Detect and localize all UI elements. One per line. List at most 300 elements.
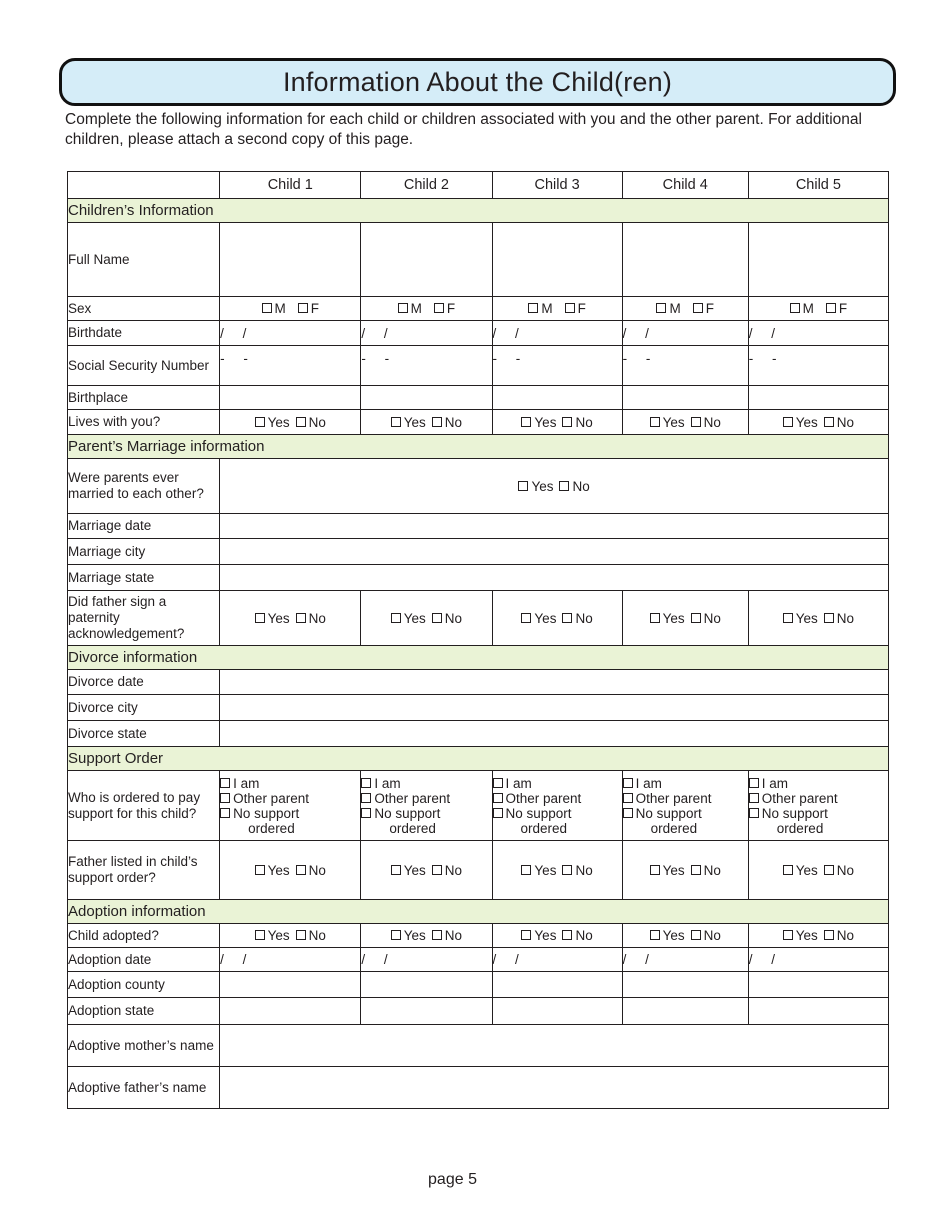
no-label: No <box>703 610 721 626</box>
checkbox-icon <box>296 613 306 623</box>
ssn-field[interactable]: - - <box>361 346 492 386</box>
adoption-county-field[interactable] <box>622 972 748 998</box>
yes-no-group <box>255 415 326 430</box>
yes-no-cell <box>361 841 492 900</box>
yes-no-cell <box>748 924 888 948</box>
divorce-city-row <box>68 695 889 721</box>
ordered-label: ordered <box>248 820 295 836</box>
adoptive-mother-field[interactable] <box>220 1025 889 1067</box>
marriage-city-field[interactable] <box>220 539 889 565</box>
checkbox-icon <box>565 303 575 313</box>
checkbox-icon <box>521 417 531 427</box>
no-support-checkbox[interactable] <box>220 806 360 821</box>
sex-cell <box>748 297 888 321</box>
checkbox-icon <box>691 865 701 875</box>
no-label: No <box>836 414 855 430</box>
instructions-text: Complete the following information for each child or children associated with you and the other parent. For additional children, please attach a second copy of this page. <box>65 111 862 148</box>
no-checkbox[interactable] <box>562 611 592 626</box>
marriage-date-row <box>68 514 889 539</box>
support-payer-cell <box>492 771 622 841</box>
male-label: M <box>802 301 814 316</box>
adoption-state-field[interactable] <box>220 998 361 1025</box>
checkbox-icon <box>398 303 408 313</box>
i-am-checkbox[interactable] <box>220 776 360 791</box>
yes-checkbox[interactable] <box>783 611 818 626</box>
date-field[interactable]: / / <box>748 948 888 972</box>
checkbox-icon <box>220 793 230 803</box>
date-field[interactable]: / / <box>361 321 492 346</box>
yes-label: Yes <box>795 414 818 430</box>
yes-checkbox[interactable] <box>783 863 818 878</box>
ssn-field[interactable]: - - <box>748 346 888 386</box>
checkbox-icon <box>790 303 800 313</box>
ordered-label: ordered <box>389 820 436 836</box>
yes-no-group <box>391 611 462 626</box>
yes-checkbox[interactable] <box>650 863 685 878</box>
no-label: No <box>444 610 463 626</box>
male-label: M <box>541 301 553 316</box>
female-label: F <box>577 301 586 316</box>
date-field[interactable]: / / <box>220 948 361 972</box>
checkbox-icon <box>749 793 759 803</box>
checkbox-icon <box>623 793 633 803</box>
section-heading-support: Support Order <box>68 747 889 771</box>
yes-label: Yes <box>534 414 557 430</box>
yes-label: Yes <box>662 928 685 943</box>
row-label-birthplace: Birthplace <box>68 386 220 410</box>
checkbox-icon <box>220 778 230 788</box>
yes-checkbox[interactable] <box>391 928 426 943</box>
yes-checkbox[interactable] <box>521 415 556 430</box>
support-payer-cell <box>748 771 888 841</box>
no-label: No <box>444 414 463 430</box>
adoption-state-field[interactable] <box>622 998 748 1025</box>
full-name-row <box>68 223 889 297</box>
ssn-field[interactable]: - - <box>492 346 622 386</box>
ssn-field[interactable]: - - <box>622 346 748 386</box>
divorce-state-row <box>68 721 889 747</box>
checkbox-icon <box>296 930 306 940</box>
sex-cell <box>220 297 361 321</box>
no-support-checkbox[interactable] <box>623 806 748 821</box>
yes-no-group <box>518 479 589 494</box>
checkbox-icon <box>432 613 442 623</box>
row-label-paternity: Did father sign a paternity acknowledgement? <box>68 591 220 646</box>
row-label-adoption-state: Adoption state <box>68 998 220 1025</box>
checkbox-icon <box>824 613 834 623</box>
no-checkbox[interactable] <box>559 479 589 494</box>
checkbox-icon <box>650 417 660 427</box>
checkbox-icon <box>391 417 401 427</box>
no-support-checkbox[interactable] <box>749 806 888 821</box>
birthplace-field[interactable] <box>748 386 888 410</box>
sex-group <box>262 301 320 316</box>
row-label-adoptive-father: Adoptive father’s name <box>68 1067 220 1109</box>
other-parent-checkbox[interactable] <box>493 791 622 806</box>
checkbox-icon <box>262 303 272 313</box>
birthplace-row <box>68 386 889 410</box>
checkbox-icon <box>521 613 531 623</box>
no-checkbox[interactable] <box>691 415 721 430</box>
other-parent-label: Other parent <box>635 790 712 806</box>
no-checkbox[interactable] <box>691 611 721 626</box>
male-checkbox[interactable] <box>790 301 814 316</box>
no-support-label: No support <box>635 805 702 821</box>
checkbox-icon <box>493 778 503 788</box>
checkbox-icon <box>783 930 793 940</box>
yes-no-cell <box>220 591 361 646</box>
header-child-1: Child 1 <box>220 172 361 199</box>
yes-label: Yes <box>403 928 426 943</box>
checkbox-icon <box>562 417 572 427</box>
adoption-county-field[interactable] <box>361 972 492 998</box>
yes-label: Yes <box>795 610 818 626</box>
yes-no-cell <box>361 591 492 646</box>
yes-checkbox[interactable] <box>255 928 290 943</box>
yes-checkbox[interactable] <box>650 928 685 943</box>
no-label: No <box>575 862 593 878</box>
checkbox-icon <box>749 808 759 818</box>
female-checkbox[interactable] <box>565 301 586 316</box>
yes-checkbox[interactable] <box>255 863 290 878</box>
checkbox-icon <box>493 808 503 818</box>
yes-checkbox[interactable] <box>391 611 426 626</box>
yes-checkbox[interactable] <box>518 479 553 494</box>
checkbox-icon <box>824 417 834 427</box>
no-checkbox[interactable] <box>824 928 854 943</box>
no-checkbox[interactable] <box>296 863 326 878</box>
yes-no-group <box>783 415 854 430</box>
i-am-label: I am <box>233 775 260 791</box>
no-checkbox[interactable] <box>562 415 592 430</box>
checkbox-icon <box>693 303 703 313</box>
ssn-field[interactable]: - - <box>220 346 361 386</box>
checkbox-icon <box>650 865 660 875</box>
adoption-county-field[interactable] <box>492 972 622 998</box>
i-am-label: I am <box>761 775 789 791</box>
section-adoption-row <box>68 900 889 924</box>
row-label-divorce-city: Divorce city <box>68 695 220 721</box>
no-label: No <box>575 414 593 430</box>
yes-label: Yes <box>662 414 685 430</box>
row-label-adoption-county: Adoption county <box>68 972 220 998</box>
yes-label: Yes <box>267 610 290 626</box>
yes-checkbox[interactable] <box>521 928 556 943</box>
marriage-city-row <box>68 539 889 565</box>
i-am-checkbox[interactable] <box>623 776 748 791</box>
row-label-divorce-state: Divorce state <box>68 721 220 747</box>
yes-no-group <box>650 415 721 430</box>
date-field[interactable]: / / <box>622 321 748 346</box>
divorce-date-row <box>68 670 889 695</box>
checkbox-icon <box>255 613 265 623</box>
no-checkbox[interactable] <box>562 863 592 878</box>
row-label-full-name: Full Name <box>68 223 220 297</box>
paternity-row <box>68 591 889 646</box>
checkbox-icon <box>391 613 401 623</box>
full-name-field[interactable] <box>361 223 492 297</box>
adoption-county-field[interactable] <box>220 972 361 998</box>
yes-no-cell <box>220 924 361 948</box>
checkbox-icon <box>562 613 572 623</box>
yes-label: Yes <box>403 862 426 878</box>
checkbox-icon <box>623 808 633 818</box>
yes-no-group <box>521 928 592 943</box>
yes-checkbox[interactable] <box>650 415 685 430</box>
row-label-marriage-date: Marriage date <box>68 514 220 539</box>
adoptive-father-field[interactable] <box>220 1067 889 1109</box>
ordered-label: ordered <box>520 820 568 836</box>
date-field[interactable]: / / <box>361 948 492 972</box>
yes-label: Yes <box>534 928 557 943</box>
yes-no-cell <box>220 841 361 900</box>
male-checkbox[interactable] <box>528 301 552 316</box>
row-label-adoptive-mother: Adoptive mother’s name <box>68 1025 220 1067</box>
row-label-adoption-date: Adoption date <box>68 948 220 972</box>
checkbox-icon <box>296 865 306 875</box>
checkbox-icon <box>559 481 569 491</box>
no-label: No <box>572 478 590 494</box>
yes-checkbox[interactable] <box>521 611 556 626</box>
other-parent-label: Other parent <box>761 790 838 806</box>
other-parent-checkbox[interactable] <box>220 791 360 806</box>
no-support-label: No support <box>233 805 300 821</box>
yes-no-cell <box>492 841 622 900</box>
sex-cell <box>622 297 748 321</box>
no-checkbox[interactable] <box>296 415 326 430</box>
ordered-label: ordered <box>776 820 824 836</box>
yes-checkbox[interactable] <box>255 611 290 626</box>
yes-label: Yes <box>267 414 290 430</box>
birthdate-row <box>68 321 889 346</box>
no-label: No <box>444 862 463 878</box>
sex-group <box>656 301 714 316</box>
yes-label: Yes <box>662 610 685 626</box>
sex-group <box>790 301 848 316</box>
i-am-label: I am <box>505 775 532 791</box>
yes-no-cell <box>361 924 492 948</box>
checkbox-icon <box>521 930 531 940</box>
checkbox-icon <box>826 303 836 313</box>
i-am-checkbox[interactable] <box>493 776 622 791</box>
full-name-field[interactable] <box>622 223 748 297</box>
who-ordered-row <box>68 771 889 841</box>
no-label: No <box>575 610 593 626</box>
no-label: No <box>575 928 593 943</box>
yes-label: Yes <box>403 414 426 430</box>
no-checkbox[interactable] <box>432 415 462 430</box>
no-checkbox[interactable] <box>691 928 721 943</box>
divorce-date-field[interactable] <box>220 670 889 695</box>
no-support-label: No support <box>374 805 441 821</box>
yes-no-cell <box>220 410 361 435</box>
row-label-child-adopted: Child adopted? <box>68 924 220 948</box>
male-checkbox[interactable] <box>656 301 680 316</box>
divorce-state-field[interactable] <box>220 721 889 747</box>
checkbox-icon <box>562 865 572 875</box>
date-field[interactable]: / / <box>492 948 622 972</box>
yes-no-cell <box>492 924 622 948</box>
no-checkbox[interactable] <box>562 928 592 943</box>
sex-cell <box>492 297 622 321</box>
yes-label: Yes <box>662 862 685 878</box>
yes-no-group <box>255 863 326 878</box>
yes-no-group <box>650 863 721 878</box>
checkbox-icon <box>650 613 660 623</box>
other-parent-checkbox[interactable] <box>623 791 748 806</box>
adoption-county-field[interactable] <box>748 972 888 998</box>
checkbox-icon <box>623 778 633 788</box>
page-number: page 5 <box>428 1171 477 1188</box>
yes-checkbox[interactable] <box>783 415 818 430</box>
other-parent-checkbox[interactable] <box>361 791 491 806</box>
yes-checkbox[interactable] <box>255 415 290 430</box>
no-checkbox[interactable] <box>691 863 721 878</box>
divorce-city-field[interactable] <box>220 695 889 721</box>
support-payer-cell <box>361 771 492 841</box>
row-label-sex: Sex <box>68 297 220 321</box>
yes-no-group <box>255 611 326 626</box>
no-label: No <box>308 862 326 878</box>
yes-no-cell <box>361 410 492 435</box>
no-checkbox[interactable] <box>824 611 854 626</box>
no-support-checkbox[interactable] <box>493 806 622 821</box>
yes-no-cell <box>492 410 622 435</box>
male-label: M <box>410 301 422 316</box>
yes-checkbox[interactable] <box>391 863 426 878</box>
row-label-marriage-state: Marriage state <box>68 565 220 591</box>
section-heading-children: Children’s Information <box>68 199 889 223</box>
yes-label: Yes <box>267 928 290 943</box>
married-row <box>68 459 889 514</box>
checkbox-icon <box>691 930 701 940</box>
yes-checkbox[interactable] <box>650 611 685 626</box>
lives-with-row <box>68 410 889 435</box>
date-field[interactable]: / / <box>492 321 622 346</box>
adoption-state-field[interactable] <box>748 998 888 1025</box>
married-yes-no-cell <box>220 459 889 514</box>
birthplace-field[interactable] <box>622 386 748 410</box>
female-checkbox[interactable] <box>693 301 714 316</box>
checkbox-icon <box>255 865 265 875</box>
birthplace-field[interactable] <box>220 386 361 410</box>
checkbox-icon <box>298 303 308 313</box>
yes-no-group <box>650 611 721 626</box>
yes-checkbox[interactable] <box>391 415 426 430</box>
marriage-date-field[interactable] <box>220 514 889 539</box>
yes-no-group <box>521 415 592 430</box>
yes-label: Yes <box>795 862 818 878</box>
no-label: No <box>308 414 326 430</box>
child-info-table <box>67 171 889 1109</box>
checkbox-icon <box>432 930 442 940</box>
checkbox-icon <box>650 930 660 940</box>
checkbox-icon <box>783 613 793 623</box>
male-checkbox[interactable] <box>262 301 286 316</box>
other-parent-checkbox[interactable] <box>749 791 888 806</box>
no-checkbox[interactable] <box>824 863 854 878</box>
checkbox-icon <box>824 865 834 875</box>
no-checkbox[interactable] <box>296 611 326 626</box>
yes-no-group <box>391 928 462 943</box>
page-title-banner <box>59 58 896 106</box>
female-checkbox[interactable] <box>826 301 847 316</box>
marriage-state-field[interactable] <box>220 565 889 591</box>
female-checkbox[interactable] <box>298 301 319 316</box>
no-checkbox[interactable] <box>432 863 462 878</box>
date-field[interactable]: / / <box>220 321 361 346</box>
yes-no-group <box>391 863 462 878</box>
yes-no-group <box>391 415 462 430</box>
full-name-field[interactable] <box>492 223 622 297</box>
male-label: M <box>274 301 286 316</box>
adoptive-mother-row <box>68 1025 889 1067</box>
adoption-date-row <box>68 948 889 972</box>
adoption-state-field[interactable] <box>492 998 622 1025</box>
female-checkbox[interactable] <box>434 301 455 316</box>
no-label: No <box>703 928 721 943</box>
section-marriage-row <box>68 435 889 459</box>
support-payer-cell <box>220 771 361 841</box>
yes-no-group <box>521 863 592 878</box>
section-divorce-row <box>68 646 889 670</box>
yes-checkbox[interactable] <box>783 928 818 943</box>
full-name-field[interactable] <box>220 223 361 297</box>
checkbox-icon <box>493 793 503 803</box>
yes-checkbox[interactable] <box>521 863 556 878</box>
adoption-state-field[interactable] <box>361 998 492 1025</box>
i-am-checkbox[interactable] <box>749 776 888 791</box>
no-checkbox[interactable] <box>296 928 326 943</box>
child-adopted-row <box>68 924 889 948</box>
female-label: F <box>705 301 714 316</box>
checkbox-icon <box>521 865 531 875</box>
checkbox-icon <box>220 808 230 818</box>
yes-no-group <box>521 611 592 626</box>
checkbox-icon <box>749 778 759 788</box>
other-parent-label: Other parent <box>505 790 582 806</box>
i-am-checkbox[interactable] <box>361 776 491 791</box>
checkbox-icon <box>691 417 701 427</box>
no-checkbox[interactable] <box>432 611 462 626</box>
yes-label: Yes <box>531 478 554 494</box>
page-title: Information About the Child(ren) <box>282 66 673 97</box>
checkbox-icon <box>391 930 401 940</box>
no-checkbox[interactable] <box>432 928 462 943</box>
sex-group <box>398 301 456 316</box>
checkbox-icon <box>824 930 834 940</box>
row-label-lives-with: Lives with you? <box>68 410 220 435</box>
yes-no-cell <box>622 841 748 900</box>
no-checkbox[interactable] <box>824 415 854 430</box>
yes-no-group <box>783 863 854 878</box>
other-parent-label: Other parent <box>233 790 309 806</box>
date-field[interactable]: / / <box>622 948 748 972</box>
male-checkbox[interactable] <box>398 301 422 316</box>
no-label: No <box>836 928 855 943</box>
no-support-checkbox[interactable] <box>361 806 491 821</box>
birthplace-field[interactable] <box>492 386 622 410</box>
i-am-label: I am <box>374 775 401 791</box>
date-field[interactable]: / / <box>748 321 888 346</box>
yes-no-group <box>783 928 854 943</box>
row-label-ssn: Social Security Number <box>68 346 220 386</box>
row-label-father-listed: Father listed in child’s support order? <box>68 841 220 900</box>
birthplace-field[interactable] <box>361 386 492 410</box>
full-name-field[interactable] <box>748 223 888 297</box>
header-child-2: Child 2 <box>361 172 492 199</box>
no-label: No <box>444 928 463 943</box>
